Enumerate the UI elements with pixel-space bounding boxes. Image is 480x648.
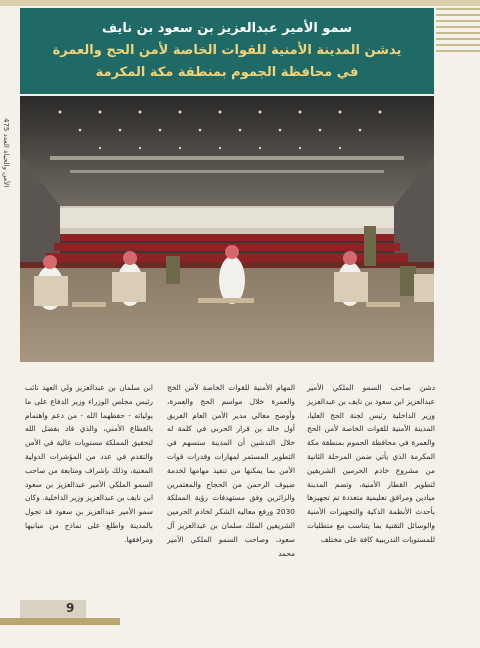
corner-decoration — [436, 8, 480, 66]
headline-box — [20, 8, 434, 94]
headline-line-2: يدشن المدينة الأمنية للقوات الخاصة لأمن الحج والعمرة — [52, 43, 402, 58]
conference-hall-photo — [20, 96, 434, 362]
article-column-right: دشن صاحب السمو الملكي الأمير عبدالعزيز ابن سعود بن نايف بن عبدالعزيز وزير الداخلية رئيس لجنة الحج العليا، المدينة الأمنية للقوات الخاصة لأمن الحج والعمرة في محافظة الجموم بمنطقة مكة المكرمة الذي يأتي ضمن المرحلة الثانية من مشروع خادم الحرمين الشريفين لتطوير القطار الأمنية، وتضم المدينة ميادين ومرافق تعليمية متعددة تم تجهيزها بأحدث الأنظمة الذكية والتجهيزات الأمنية والوسائل التقنية بما يتناسب مع متطلبات للمستويات التدريبية كافة على مختلف — [307, 383, 435, 544]
side-label-text: الأمن والحياة العدد 475 — [2, 118, 10, 188]
footer-accent-bar — [0, 618, 120, 625]
top-decorative-stripe — [0, 0, 480, 6]
footer-bar — [20, 600, 86, 620]
article-column-middle: المهام الأمنية للقوات الخاصة لأمن الحج والعمرة خلال مواسم الحج والعمرة، وأوضح معالي مدير الأمن العام الفريق أول خالد بن قرار الحربي في كلمة له خلال التدشين أن المدينة ستسهم في التطوير المستمر لمهارات وقدرات قوات الأمن بما يمكنها من تنفيذ مهامها لخدمة ضيوف الرحمن من الحجاج والمعتمرين والزائرين وفق مستهدفات رؤية المملكة 2030 ورفع معاليه الشكر لخادم الحرمين الشريفين الملك سلمان بن عبدالعزيز آل سعود، وصاحب السمو الملكي الأمير محمد — [167, 383, 295, 558]
headline-line-3: في محافظة الجموم بمنطقة مكة المكرمة — [95, 65, 359, 80]
page-number: 9 — [66, 601, 75, 615]
article-column-left: ابن سلمان بن عبدالعزيز ولي العهد نائب رئيس مجلس الوزراء وزير الدفاع على ما يولياته - حفظهما الله - من دعم واهتمام بالقطاع الأمني، والذي قاد بفضل الله لتحقيق المملكة مستويات عالية في الأمن والتقدم في عدد من المؤشرات الدولية المعنية، وذلك بإشراف ومتابعة من صاحب السمو الملكي الأمير عبدالعزيز بن سعود ابن نايف بن عبدالعزيز وزير الداخلية. وكان سمو الأمير عبدالعزيز بن سعود قد تجول بالمدينة واطلع على نماذج من مبانيها ومرافقها. — [25, 383, 153, 544]
magazine-side-label — [4, 118, 16, 248]
headline-line-1: سمو الأمير عبدالعزيز بن سعود بن نايف — [101, 21, 353, 36]
